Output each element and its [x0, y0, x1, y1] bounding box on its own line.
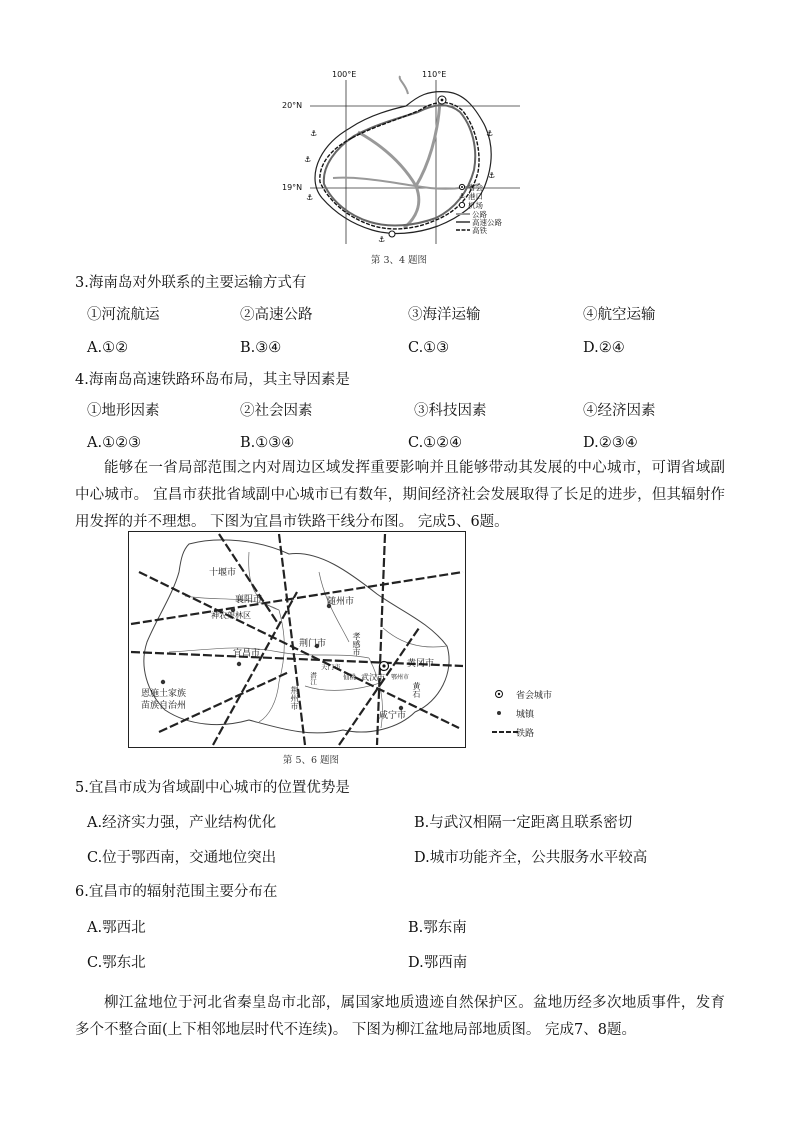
city-enshi-1: 恩施土家族: [141, 689, 187, 699]
q3-option-b[interactable]: B.③④: [240, 340, 282, 356]
legend-rail-symbol: [492, 729, 518, 735]
legend-town: 城镇: [516, 710, 535, 720]
q5-option-b[interactable]: B.与武汉相隔一定距离且联系密切: [414, 815, 633, 831]
legend-railway: 铁路: [516, 729, 535, 739]
lat-label-19: 19°N: [282, 183, 303, 192]
q3-option-c[interactable]: C.①③: [408, 340, 450, 356]
legend-provincial-capital: 省会城市: [516, 691, 553, 701]
q4-item-4: ④经济因素: [583, 403, 656, 419]
q4-option-a[interactable]: A.①②③: [87, 435, 142, 451]
legend-port: 港口: [468, 192, 483, 201]
city-xianning: 咸宁市: [379, 711, 407, 721]
q4-option-b[interactable]: B.①③④: [240, 435, 295, 451]
q6-option-c[interactable]: C.鄂东北: [87, 955, 146, 971]
q4-option-c[interactable]: C.①②④: [408, 435, 463, 451]
city-huangshi: 黄石: [412, 682, 421, 698]
q4-option-d[interactable]: D.②③④: [583, 435, 638, 451]
q3-option-a[interactable]: A.①②: [87, 340, 129, 356]
q6-stem: 6.宜昌市的辐射范围主要分布在: [75, 884, 278, 900]
q5-option-c[interactable]: C.位于鄂西南，交通地位突出: [87, 850, 277, 866]
legend-highspeed-rail: 高铁: [472, 226, 487, 235]
legend-road: 公路: [472, 210, 487, 219]
city-xiantao: 仙桃: [343, 673, 356, 681]
q5-option-a[interactable]: A.经济实力强，产业结构优化: [87, 815, 277, 831]
city-yichang: 宜昌市: [233, 649, 261, 659]
q3-stem: 3.海南岛对外联系的主要运输方式有: [75, 275, 307, 291]
city-enshi-2: 苗族自治州: [141, 701, 187, 711]
svg-text:⚓: ⚓: [378, 235, 386, 244]
city-tianmen: 天门市: [321, 663, 341, 671]
hainan-map-figure: [282, 66, 528, 256]
city-qianjiang: 潜江: [309, 672, 317, 685]
svg-text:⚓: ⚓: [306, 193, 314, 202]
city-xiangyang: 襄阳市: [235, 595, 263, 605]
svg-text:⚓: ⚓: [486, 129, 494, 138]
q5-stem: 5.宜昌市成为省域副中心城市的位置优势是: [75, 780, 350, 796]
lon-label-110: 110°E: [422, 70, 447, 79]
svg-text:⚓: ⚓: [310, 129, 318, 138]
city-wuhan: 武汉市: [361, 673, 385, 682]
q5-option-d[interactable]: D.城市功能齐全，公共服务水平较高: [414, 850, 648, 866]
city-ezhou: 鄂州市: [391, 674, 410, 681]
q6-option-b[interactable]: B.鄂东南: [408, 920, 467, 936]
q4-item-3: ③科技因素: [414, 403, 487, 419]
hubei-map-svg: [129, 532, 465, 747]
q3-item-2: ②高速公路: [240, 307, 313, 323]
svg-text:⚓: ⚓: [488, 171, 496, 180]
q3-option-d[interactable]: D.②④: [583, 340, 625, 356]
legend-capital: 省会: [468, 183, 483, 192]
figure-2-legend: [494, 686, 574, 742]
city-huanggang: 黄冈市: [407, 659, 435, 669]
q3-item-1: ①河流航运: [87, 307, 160, 323]
city-shennongjia: 神农架林区: [211, 611, 251, 620]
hubei-railway-map: [128, 531, 466, 748]
city-xiaogan: 孝感市: [352, 632, 361, 656]
intro-q5-q6: 能够在一省局部范围之内对周边区域发挥重要影响并且能够带动其发展的中心城市，可谓省域副中心城市。 宜昌市获批省域副中心城市已有数年，期间经济社会发展取得了长足的进步，但其辐射作用发挥的并不理想。 下图为宜昌市铁路干线分布图。 完成5、6题。: [75, 460, 725, 530]
legend-expressway: 高速公路: [472, 218, 502, 227]
q3-item-3: ③海洋运输: [408, 307, 481, 323]
lon-label-100: 100°E: [332, 70, 357, 79]
q6-option-a[interactable]: A.鄂西北: [87, 920, 146, 936]
q4-item-2: ②社会因素: [240, 403, 313, 419]
q3-item-4: ④航空运输: [583, 307, 656, 323]
city-jingzhou: 荆州市: [290, 686, 299, 710]
figure-1-caption: 第 3、4 题图: [370, 255, 428, 266]
svg-text:⚓: ⚓: [459, 192, 466, 200]
city-suizhou: 随州市: [327, 597, 355, 607]
legend-airport: 机场: [468, 201, 483, 210]
q4-stem: 4.海南岛高速铁路环岛布局，其主导因素是: [75, 372, 350, 388]
q4-item-1: ①地形因素: [87, 403, 160, 419]
svg-text:⚓: ⚓: [304, 155, 312, 164]
intro-q7-q8: 柳江盆地位于河北省秦皇岛市北部，属国家地质遗迹自然保护区。盆地历经多次地质事件，发育多个不整合面(上下相邻地层时代不连续)。 下图为柳江盆地局部地质图。 完成7、8题。: [75, 995, 725, 1038]
city-jingmen: 荆门市: [299, 639, 327, 649]
city-shiyan: 十堰市: [209, 568, 237, 578]
figure-2-caption: 第 5、6 题图: [282, 755, 340, 766]
q6-option-d[interactable]: D.鄂西南: [408, 955, 468, 971]
lat-label-20: 20°N: [282, 101, 303, 110]
